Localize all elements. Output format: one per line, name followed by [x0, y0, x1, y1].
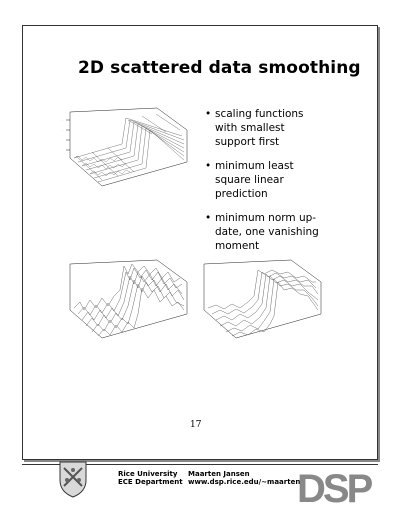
bullet-text: minimum norm up-date, one vanishing moment [215, 212, 319, 252]
bullet-item: • scaling functions with smallest support first [205, 108, 304, 148]
surface-plot-smoothed-result [196, 252, 328, 347]
svg-text:·: · [62, 128, 63, 132]
svg-text:·: · [62, 118, 63, 122]
university-crest-icon [58, 460, 88, 498]
footer-url: www.dsp.rice.edu/~maarten [188, 478, 301, 486]
surface-plot-noisy [62, 252, 194, 347]
bullet-item: • minimum norm up-date, one vanishing moment [205, 212, 319, 252]
slide-title: 2D scattered data smoothing [78, 58, 361, 78]
bullet-item: • minimum least square linear prediction [205, 160, 294, 200]
bullet-text: scaling functions with smallest support first [215, 108, 304, 148]
footer-author: Maarten Jansen [188, 470, 250, 478]
bullet-list [205, 107, 320, 263]
footer-institution-block [118, 470, 183, 486]
footer-author-block [188, 470, 300, 486]
dsp-logo-text: DSP [297, 467, 371, 506]
surface-plot-smoothed-top [62, 100, 194, 195]
bullet-text: minimum least square linear prediction [215, 160, 294, 200]
page-number: 17 [190, 420, 202, 430]
dsp-logo [295, 462, 375, 506]
footer-institution: Rice University [118, 470, 178, 478]
footer-department: ECE Department [118, 478, 183, 486]
slide-frame [22, 25, 378, 460]
